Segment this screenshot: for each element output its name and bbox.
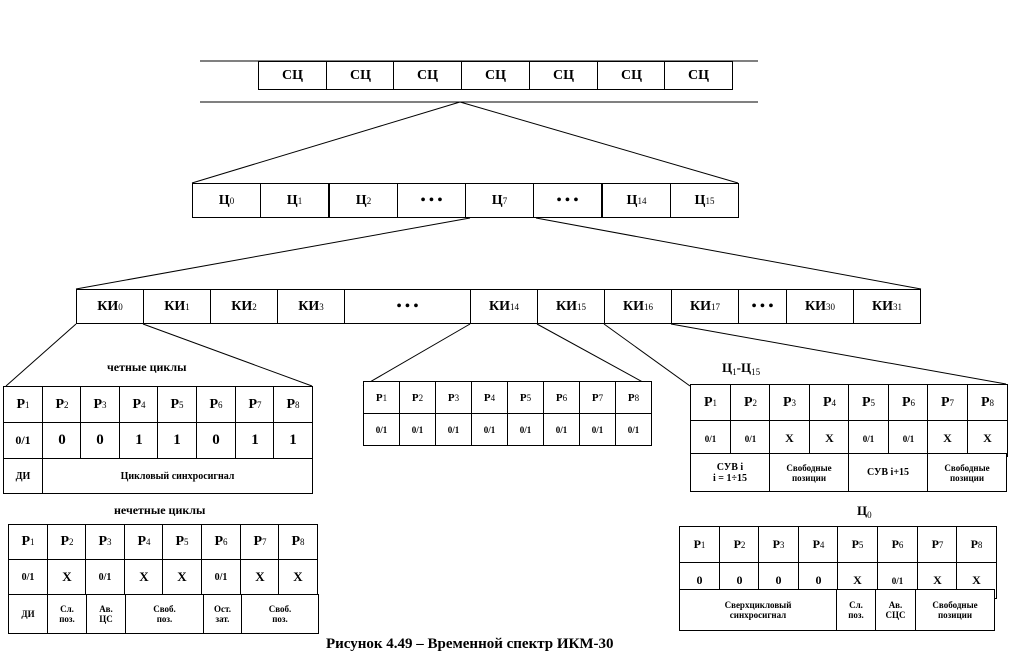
bit-header-cell: Р 8 <box>278 524 318 560</box>
bit-header-cell: Р 1 <box>690 384 731 421</box>
ki16-label: СУВ i i = 1÷15 <box>690 453 770 492</box>
sync-label: Цикловый синхросигнал <box>42 458 313 494</box>
bit-value-cell: 0/1 <box>579 413 616 446</box>
channel-cell: КИ 30 <box>786 289 854 324</box>
bit-header-cell: Р 7 <box>917 526 958 563</box>
bit-header-cell: Р 5 <box>157 386 197 423</box>
bit-header-cell: Р 1 <box>3 386 43 423</box>
bit-header-cell: Р 2 <box>42 386 82 423</box>
bit-value-cell: X <box>47 559 87 595</box>
bit-header-cell: Р 6 <box>877 526 918 563</box>
odd-label: ДИ <box>8 594 48 634</box>
bit-header-cell: Р 8 <box>967 384 1008 421</box>
odd-cycles-title: нечетные циклы <box>114 503 206 517</box>
bit-header-cell: Р 4 <box>809 384 850 421</box>
cycle-cell: Ц 15 <box>670 183 739 218</box>
bit-header-cell: Р 5 <box>507 381 544 414</box>
bit-value-cell: X <box>917 562 958 599</box>
bit-value-cell: 0/1 <box>877 562 918 599</box>
bit-header-cell: Р 1 <box>8 524 48 560</box>
bit-header-cell: Р 6 <box>543 381 580 414</box>
bit-value-cell: 0 <box>679 562 720 599</box>
ki16-label: СУВ i+15 <box>848 453 928 492</box>
bit-value-cell: X <box>769 420 810 457</box>
bit-value-cell: 1 <box>119 422 159 459</box>
bit-value-cell: 0/1 <box>615 413 652 446</box>
ellipsis-cell: • • • <box>344 289 471 324</box>
di-label: ДИ <box>3 458 43 494</box>
bit-value-cell: X <box>124 559 164 595</box>
bit-value-cell: 0/1 <box>399 413 436 446</box>
bit-header-cell: Р 5 <box>162 524 202 560</box>
bit-header-cell: Р 1 <box>679 526 720 563</box>
bit-value-cell: 1 <box>157 422 197 459</box>
channel-cell: КИ 14 <box>470 289 538 324</box>
bit-value-cell: 0 <box>719 562 760 599</box>
bit-value-cell: 1 <box>235 422 275 459</box>
bit-header-cell: Р 2 <box>399 381 436 414</box>
c1-c15-title: $Ц_1-Ц_{15}$ <box>722 360 761 377</box>
c0-label: Сверхцикловый синхросигнал <box>679 589 837 631</box>
bit-value-cell: X <box>927 420 968 457</box>
bit-header-cell: Р 7 <box>579 381 616 414</box>
bit-header-cell: Р 8 <box>273 386 313 423</box>
bit-value-cell: 0/1 <box>471 413 508 446</box>
bit-header-cell: Р 5 <box>837 526 878 563</box>
odd-label: Сл. поз. <box>47 594 87 634</box>
cycle-cell: Ц 14 <box>602 183 671 218</box>
bit-value-cell: 0/1 <box>435 413 472 446</box>
bit-value-cell: 0 <box>758 562 799 599</box>
cycle-cell: Ц 2 <box>329 183 398 218</box>
bit-value-cell: 0/1 <box>543 413 580 446</box>
bit-header-cell: Р 2 <box>719 526 760 563</box>
even-cycles-title: четные циклы <box>107 360 187 374</box>
odd-label: Своб. поз. <box>241 594 319 634</box>
superframe-cell: СЦ <box>393 61 462 90</box>
bit-header-cell: Р 7 <box>927 384 968 421</box>
bit-value-cell: 1 <box>273 422 313 459</box>
bit-header-cell: Р 8 <box>956 526 997 563</box>
superframe-cell: СЦ <box>664 61 733 90</box>
bit-header-cell: Р 4 <box>119 386 159 423</box>
superframe-cell: СЦ <box>461 61 530 90</box>
odd-label: Своб. поз. <box>125 594 204 634</box>
channel-cell: КИ 17 <box>671 289 739 324</box>
ki16-label: Свободные позиции <box>927 453 1007 492</box>
bit-value-cell: X <box>837 562 878 599</box>
bit-value-cell: 0 <box>42 422 82 459</box>
bit-header-cell: Р 4 <box>471 381 508 414</box>
bit-value-cell: 0/1 <box>363 413 400 446</box>
ellipsis-cell: • • • <box>738 289 787 324</box>
bit-header-cell: Р 2 <box>47 524 87 560</box>
bit-value-cell: 0 <box>196 422 236 459</box>
bit-header-cell: Р 3 <box>769 384 810 421</box>
cycle-cell: Ц 7 <box>465 183 534 218</box>
superframe-cell: СЦ <box>326 61 395 90</box>
channel-cell: КИ 16 <box>604 289 672 324</box>
bit-header-cell: Р 5 <box>848 384 889 421</box>
bit-header-cell: Р 3 <box>758 526 799 563</box>
bit-value-cell: 0/1 <box>3 422 43 459</box>
bit-value-cell: 0/1 <box>201 559 241 595</box>
channel-cell: КИ 1 <box>143 289 211 324</box>
ellipsis-cell: • • • <box>397 183 466 218</box>
cycle-cell: Ц 0 <box>192 183 261 218</box>
c0-label: Свободные позиции <box>915 589 995 631</box>
bit-header-cell: Р 6 <box>196 386 236 423</box>
bit-value-cell: 0/1 <box>848 420 889 457</box>
figure-caption: Рисунок 4.49 – Временной спектр ИКМ-30 <box>326 636 614 652</box>
bit-value-cell: X <box>240 559 280 595</box>
superframe-cell: СЦ <box>529 61 598 90</box>
odd-label: Ост. зат. <box>203 594 242 634</box>
c0-label: Сл. поз. <box>836 589 876 631</box>
ellipsis-cell: • • • <box>533 183 602 218</box>
bit-value-cell: X <box>278 559 318 595</box>
bit-header-cell: Р 3 <box>435 381 472 414</box>
bit-value-cell: X <box>956 562 997 599</box>
channel-cell: КИ 0 <box>76 289 144 324</box>
bit-value-cell: 0/1 <box>8 559 48 595</box>
bit-value-cell: 0 <box>798 562 839 599</box>
bit-header-cell: Р 4 <box>124 524 164 560</box>
c0-label: Ав. СЦС <box>875 589 916 631</box>
bit-header-cell: Р 1 <box>363 381 400 414</box>
c0-title: $Ц_0$ <box>857 503 872 520</box>
superframe-cell: СЦ <box>597 61 666 90</box>
channel-cell: КИ 3 <box>277 289 345 324</box>
bit-value-cell: X <box>967 420 1008 457</box>
bit-header-cell: Р 6 <box>888 384 929 421</box>
bit-header-cell: Р 7 <box>235 386 275 423</box>
channel-cell: КИ 2 <box>210 289 278 324</box>
bit-value-cell: X <box>809 420 850 457</box>
bit-header-cell: Р 4 <box>798 526 839 563</box>
channel-cell: КИ 15 <box>537 289 605 324</box>
bit-header-cell: Р 3 <box>80 386 120 423</box>
bit-header-cell: Р 7 <box>240 524 280 560</box>
bit-value-cell: 0/1 <box>507 413 544 446</box>
odd-label: Ав. ЦС <box>86 594 126 634</box>
bit-value-cell: 0/1 <box>730 420 771 457</box>
superframe-cell: СЦ <box>258 61 327 90</box>
bit-value-cell: 0/1 <box>85 559 125 595</box>
channel-cell: КИ 31 <box>853 289 921 324</box>
bit-header-cell: Р 3 <box>85 524 125 560</box>
bit-header-cell: Р 2 <box>730 384 771 421</box>
bit-value-cell: 0/1 <box>888 420 929 457</box>
bit-header-cell: Р 6 <box>201 524 241 560</box>
bit-value-cell: 0/1 <box>690 420 731 457</box>
bit-value-cell: X <box>162 559 202 595</box>
ki16-label: Свободные позиции <box>769 453 849 492</box>
bit-value-cell: 0 <box>80 422 120 459</box>
bit-header-cell: Р 8 <box>615 381 652 414</box>
cycle-cell: Ц 1 <box>260 183 329 218</box>
